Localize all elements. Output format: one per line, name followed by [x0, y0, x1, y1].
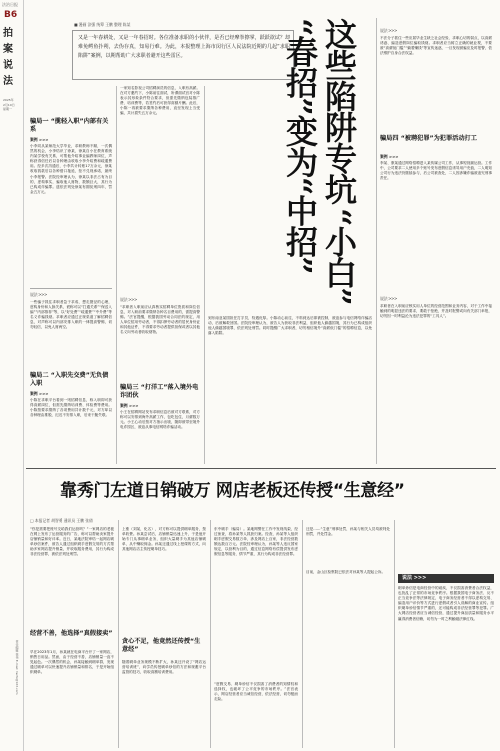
say1-label: 说法 >>>	[30, 292, 47, 297]
col-divider	[302, 520, 303, 748]
right-say-label: 说法 >>>	[380, 28, 397, 33]
say-banner-label: 说法 >>>	[402, 575, 427, 581]
case3-text: 小王在招聘网站发布求职信息后被对方联系，对方称可以安排到海外高薪工作，包吃包住，月薪数万元。小王心动后按对方指示出境，随即被带至境外电诈园区，被迫从事电信网络诈骗活动。	[120, 410, 200, 430]
bottom-col4-text: 还是……“生意”刑事处罚，孙某与相关人员均被判处刑罚，并处罚金。	[306, 527, 390, 537]
bottom-byline: □ 本报记者 胡智勇 通讯员 王鹏 张倩	[30, 518, 93, 523]
issue-date: 2025年 2月10日 星期一	[3, 98, 15, 111]
bottom-col2-text-b: 随着刷单业务规模不断扩大，孙某还开设了“网店运营培训班”，向学员传授刷单炒信的方法和规避平台监管的技巧，收取高额培训费用。	[122, 660, 206, 675]
bottom-col2-text: 上涨（刘某，化名），对方称可以提供刷单服务，按单收费。孙某尝试后，店铺销量迅速上升，于是他开始专门从事刷单业务，组织大量刷手为其他店铺刷单，从中赚取佣金。孙某还通过线上授课的方式，向其他网店店主传授刷单技巧。	[122, 527, 206, 552]
section2-heading: 骗局二 “入职先交费”无负债入职	[30, 372, 109, 387]
bottom-col3-text: 东中刷手（骗局）。某地网警在工作中发现线索，经过侦查，将孙某等人抓获归案。经查，孙某等人组织刷手虚假交易数万单，涉及网店上百家，非法经营数额达数百万元。法院经审理认为，孙某等人违反国家规定，以营利为目的，通过信息网络有偿提供发布虚假信息等服务，情节严重，其行为构成非法经营罪。	[214, 527, 298, 557]
bottom-col1-text-b: 早在2023年1月，孙某就在电商平台开了一家网店，销售日用品。然而，由于经营不善，店铺销量一直不见起色。一次偶然的机会，孙某接触到刷单群，发现通过刷单可以快速提升店铺销量和排名，于是开始组织刷单。	[30, 650, 114, 675]
case2-label: 案例 >>>	[30, 391, 49, 396]
col-divider	[118, 520, 119, 748]
case1-label: 案例 >>>	[30, 137, 49, 142]
paper-logo: 法治日报	[2, 2, 18, 7]
case1-text: 小李同从某师范大学毕业，求职教师不顺，一次偶然的机会，小李结识了徐某，徐某自小在教育系统内某学校有关系，可帮他介绍事业编教师岗位，声称获得信任后以各种理由收取小李介绍费和疏通费用。经多次沟通后，小李共计转账17万余元，徐某收取钱款后以各种借口拖延，拒不兑现承诺，最终小李报警。法院经审理认为，徐某以非法占有为目的，虚构事实，骗取他人财物，数额巨大，其行为已构成诈骗罪。遂依法判处徐某有期徒刑四年，罚金五万元。	[30, 144, 112, 194]
col-divider	[376, 18, 377, 464]
case3-label: 案例 >>>	[120, 403, 139, 408]
bottom-col3-text-b: “虚假交易、刷单炒信不仅损害了消费者的知情权和选择权，也破坏了公平竞争的市场秩序。”法官表示，网店经营者应当诚信经营，依法经营，切勿铤而走险。	[214, 682, 298, 702]
bottom-col2-heading: 贪心不足，他竟然还传授“生意经”	[122, 638, 201, 653]
headline-quoted: “小白”	[320, 208, 358, 305]
page-number: B6	[4, 10, 18, 20]
right-say2-label: 说法 >>>	[380, 296, 397, 301]
right-say-text: 不法分子抓住一些应届毕业生缺乏社会经验、求职心切的弱点，以高薪诱惑、编造虚假岗位骗取钱财。求职者应当树立正确的就业观，不要被“高薪低门槛”“躺着赚钱”等宣传迷惑，一旦发现被骗应及时报警，依法维护自身合法权益。	[380, 36, 492, 56]
case4-label: 案例 >>>	[380, 154, 399, 159]
section4-heading: 骗局四 “被聘犯罪”为犯罪活动打工	[380, 135, 477, 142]
bottom-say-text: 刷单炒信是电商经营中的顽疾，不仅损害消费者合法权益，也扰乱了正常的市场竞争秩序。根据我国电子商务法、反不正当竞争法等法律规定，电子商务经营者不得以虚构交易、编造用户评价等方式进行虚假或者引人误解的商业宣传。组织刷单炒信情节严重的，还可能构成非法经营罪等犯罪。广大网店经营者应当诚信经营，通过提升商品质量和服务水平赢得消费者信赖，切勿为一时之利触碰法律红线。	[398, 586, 494, 621]
col-divider	[210, 520, 211, 748]
col-divider	[394, 520, 395, 748]
bottom-col1-heading: 经营不善，他选择“真假接卖”	[30, 630, 113, 637]
bottom-col4-text-b: 目前，金山区检察院已依法对孙某等人提起公诉。	[306, 570, 386, 574]
lead-paragraph: 又是一年春耕处，又是一年春招时。各位准备求职的小伙伴，是否已经摩拳擦掌，跃跃欲试？却难免鳄鱼扑朔，去伪存真，知易行难。为此，本报整理上海市闵行区人民法院近期的几起“求职陷阱”案例，以期帮助广大求职者避开这些雷区。	[78, 35, 290, 59]
col-divider	[116, 86, 117, 464]
headline-secondary: “春招”变为“中招”	[281, 18, 319, 274]
col2-say-label: 说法 >>>	[120, 297, 137, 302]
col2-say-text: “求职者入职前应认真核实招聘单位资质和岗位信息，对入职前要求缴纳各种名目费用的，需提高警惕。”法官提醒，根据我国劳动合同法的规定，用人单位招用劳动者，不得扣押劳动者的居民身份证和其他证件，不得要求劳动者提供担保或者以其他名义向劳动者收取财物。	[120, 305, 200, 335]
case2-text: 小陈在求职平台看到一则招聘信息，称入职即可获得高薪岗位，但需先缴纳培训费、体检费等费用。小陈按要求缴纳了各项费用共计数千元，对方却以各种理由推脱，迟迟不安排入职，后来干脆失联。	[30, 398, 112, 418]
column-name: 拍案说法	[3, 28, 13, 87]
section1-heading: 骗局一 “揽轻入职”内部有关系	[30, 118, 109, 133]
say1-text: 一些骗子抓住求职者急于求成、想走捷径的心理，虚构身份和人脉关系，谎称可以“打通关系”“保送入编”“内部推荐”等，以“好处费”“疏通费”“中介费”等名义诈骗钱财。求职者应通过正规渠道了解招聘信息，对声称可以内部安排入职的一律提高警惕，切勿轻信，以免人财两空。	[30, 300, 112, 330]
headline-primary: 这些陷阱专坑	[320, 18, 358, 204]
separator	[30, 288, 112, 289]
section3-heading: 骗局三 “打洋工”落入境外电诈团伙	[120, 384, 199, 399]
margin-divider	[23, 0, 24, 751]
case4-text: 李某、康某通过网络招聘进入某传媒公司工作，从事短视频运营。工作中，公司要求二人使用多个账号发布虚假信息诱导用户充值，二人明知公司行为违法仍继续参与，后公司被查处，二人因涉嫌诈骗被追究刑事责任。	[380, 161, 492, 181]
mid-text: 到东南亚某国担任打字员，待遇优厚。小陈动心前往，不料到达后即被控制，被迫参与电信网络诈骗活动，后被解救回国。法院经审理认为，被告人为获取非法利益，组织他人偷越国境，其行为已构成组织他人偷越国境罪，依法判处刑罚。同时提醒广大求职者，切勿相信境外“高薪低门槛”的招聘信息，以免落入陷阱。	[208, 316, 372, 336]
col-divider	[204, 86, 205, 464]
col2-top-text: 一家知名影视公司招聘演员的信息，入职有高薪。在对方邀约下，小陈前往面试，所谓面试官对小陈表示其形象条件符合要求，但需先缴纳包装推广费、培训费等，若签约后可获得高额片酬。此后，小陈一再被要求缴纳各种费用，直至发现上当受骗，共计损失五万余元。	[120, 86, 200, 116]
bottom-headline: 靠秀门左道日销破万 网店老板还传授“生意经”	[60, 481, 405, 501]
bottom-col1-text: “你是需要把账号交给我们运营吗？”一家网店的老板在网上发布了运营服务的广告，称可以帮助卖家提升店铺销量和好评率。近日，某地法院审结一起网店刷单炒信案件，被告人通过组织刷手虚假交易的方式帮助多家网店提升销量，并收取服务费用，其行为构成非法经营罪，被依法判处刑罚。	[30, 527, 114, 557]
top-byline: ■ 漫画 涂强 统筹 王鹏 整理 陈某	[74, 22, 131, 27]
right-say2-text: 求职者在入职前应核实用人单位的经营范围和业务内容，对于工作中接触到的明显违法的要求，要敢于拒绝，并及时报警或向有关部门举报，切勿因一时利益沦为违法犯罪的“工具人”。	[380, 304, 492, 319]
story-divider	[26, 468, 496, 469]
footer-vertical: 责任编辑 徐伟 E-mail: fazhi@163.com	[15, 640, 19, 695]
